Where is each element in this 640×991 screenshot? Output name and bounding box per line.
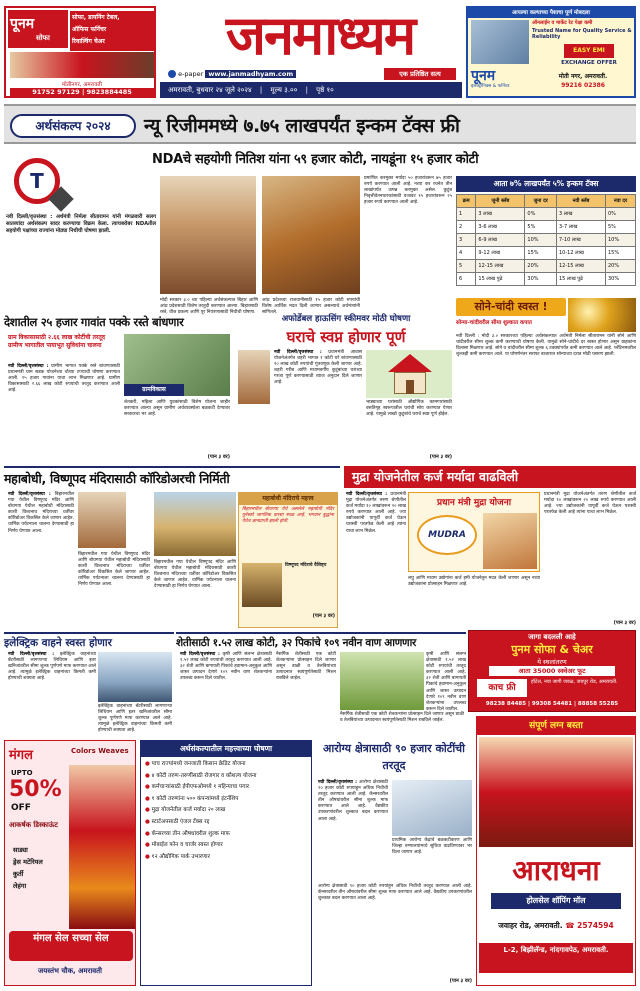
table-cell: 4 [457, 247, 476, 260]
ad-right-offer: EASY EMI [564, 44, 614, 58]
website-link[interactable]: www.janmadhyam.com [205, 70, 296, 78]
agri-headline: शेतीसाठी १.५२ लाख कोटी, ३२ पिकांचे १०९ नवीन वाण आणणार [176, 632, 466, 650]
mudra-logo [417, 515, 477, 555]
table-row [457, 208, 636, 221]
dateline-pages: पृष्ठे १० [316, 86, 334, 94]
mudra-logo-text: MUDRA [428, 530, 466, 540]
table-row [457, 273, 636, 286]
house-illustration [366, 350, 452, 398]
ad-mangal-offer: आकर्षक डिस्काऊंट [9, 821, 58, 829]
table-cell: 5 [457, 260, 476, 273]
gold-headline: सोने-चांदी स्वस्त ! [456, 298, 566, 316]
housing-continue[interactable]: (पान ३ वर) [429, 454, 452, 460]
nda-col-3: आंध्र प्रदेशच्या राजधानीसाठी १५ हजार कोटी रुपयांची विशेष आर्थिक मदत दिली जाणार असल्याचे अर्थमंत्र्यांनी सांगितले. [262, 298, 360, 316]
housing-body: नवी दिल्ली/वृत्तसंस्था : प्रधानमंत्री आवास योजनेअंतर्गत शहरी भागात १ कोटी घरे बांधण्यासाठी १० लाख कोटी रुपयांची गुंतवणूक केली जाणार आहे. शहरी गरीब आणि मध्यमवर्गीय कुटुंबांच्या घरांच्या गरजा पूर्ण करण्यासाठी व्याज अनुदान दिले जाणार आहे. [274, 350, 363, 386]
tax-table-th: नवा दर [605, 195, 635, 208]
table-cell: 3-7 लाख [556, 221, 605, 234]
ev-headline: इलेक्ट्रिक वाहने स्वस्त होणार [4, 632, 174, 650]
nda-lead-text: नवी दिल्ली/वृत्तसंस्था : अर्थमंत्री निर्मला सीतारामन यांनी मंगळवारी सलग सातव्यांदा अर्थसंकल्प सादर करण्याचा विक्रम केला. त्याचबरोबर NDAतील सहयोगी पक्षांच्या राज्यांना मोठ्या निधीची घोषणा झाली. [6, 214, 156, 234]
ad-left-poonam-sofa[interactable] [4, 6, 156, 98]
health-body: नवी दिल्ली/वृत्तसंस्था : आरोग्य क्षेत्रासाठी ९० हजार कोटी रुपयांहून अधिक निधीची तरतूद करण्यात आली आहे. कॅन्सरवरील तीन औषधांवरील सीमा शुल्क माफ करण्यात आले आहे. वैद्यकीय उपकरणांवरील शुल्कात बदल करण्यात आला आहे. [318, 780, 388, 822]
health-body-3: आरोग्य क्षेत्रासाठी ९० हजार कोटी रुपयांहून अधिक निधीची तरतूद करण्यात आली आहे. कॅन्सरवरील तीन औषधांवरील सीमा शुल्क माफ करण्यात आले आहे. वैद्यकीय उपकरणांवरील शुल्कात बदल करण्यात आला आहे. [318, 884, 472, 902]
tractor-photo [340, 652, 424, 710]
ad-aradhana-couple-photo [479, 737, 633, 847]
budget-headline: न्यू रिजीममध्ये ७.७५ लाखपर्यंत इन्कम टॅक्स फ्री [144, 115, 460, 137]
list-item: ● स्टार्टअपसाठी एंजल टॅक्स रद्द [145, 818, 210, 825]
dateline-price: मूल्य ३.०० [270, 86, 298, 94]
ad-right-phone: 99216 02386 [561, 82, 605, 89]
ad-aradhana-top: संपूर्ण लग्न बस्ता [477, 717, 635, 735]
temple-box-body: बिहारमधील बोधगया येथे असलेले महाबोधी मंदिर युनेस्को जागतिक वारसा स्थळ आहे. भगवान बुद्धांना येथेच ज्ञानप्राप्ती झाली होती. [242, 507, 334, 525]
list-item: ● ४ कोटी तरुण-तरुणींसाठी रोजगार व कौशल्य योजना [145, 772, 257, 779]
table-cell: 5% [605, 221, 635, 234]
table-cell: 10-12 लाख [556, 247, 605, 260]
gold-section [456, 298, 636, 462]
agri-body-2: नैसर्गिक शेतीसाठी एक कोटी शेतकऱ्यांना प्रोत्साहन दिले जाणार असून डाळी व तेलबियांच्या उत्पादनात स्वयंपूर्णतेसाठी मिशन राबविले जाईल. [276, 652, 336, 682]
ad-mangal-address: जयस्तंभ चौक, अमरावती [38, 967, 102, 975]
budget-label: अर्थसंकल्प २०२४ [10, 114, 136, 138]
tax-table-header [457, 195, 636, 208]
table-cell: 15% [525, 247, 557, 260]
list-item: ● पाच राज्यांमध्ये जनजाती किसान क्रेडिट योजना [145, 761, 246, 767]
ad-mangal-brand2: Colors Weaves [71, 747, 129, 755]
tax-table-title: आता ७% लाखपर्यंत ५% इन्कम टॅक्स [456, 176, 636, 192]
roads-photo [124, 334, 230, 396]
ad-mangal-brand: मंगल [9, 748, 33, 763]
ev-body: नवी दिल्ली/वृत्तसंस्था : इलेक्ट्रिक वाहनांच्या बॅटरीसाठी लागणाऱ्या लिथियम आणि इतर खनिजांवरील सीमा शुल्क पूर्णपणे माफ करण्यात आले आहे. त्यामुळे इलेक्ट्रिक वाहनांच्या किमती कमी होण्याची शक्यता आहे. [8, 652, 96, 682]
nda-col-4: प्रमाणित करमुक्त मर्यादा ५० हजारांवरून ७५ हजार रुपये करण्यात आली आहे. नव्या कर रचनेत तीन लाखांपर्यंत उत्पन्न करमुक्त असेल. कुटुंब निवृत्तीवेतनधारकांसाठी वजावट १५ हजारांवरून २५ हजार रुपये करण्यात आली आहे. [364, 176, 452, 206]
roads-body: नवी दिल्ली/वृत्तसंस्था : ग्रामीण भागात पक्के रस्ते बांधण्यासाठी प्रधानमंत्री ग्राम सडक योजनेच्या चौथ्या टप्प्याची घोषणा करण्यात आली. २५ हजार गावांना याचा लाभ मिळणार आहे. ग्रामीण विकासासाठी २.६६ लाख कोटी रुपयांची तरतूद करण्यात आली आहे. [8, 364, 120, 394]
ad-right-brand: पूनम [471, 68, 496, 84]
masthead-tagline: एक प्रतिष्ठित सत्य [384, 68, 456, 80]
table-row [457, 247, 636, 260]
ev-car-photo [98, 652, 172, 702]
table-row [457, 260, 636, 273]
highlights-title: अर्थसंकल्पातील महत्त्वाच्या घोषणा [141, 741, 311, 757]
ad-left-address: मोतीनगर, अमरावती [62, 82, 102, 88]
mudra-body-3: प्रधानमंत्री मुद्रा योजनेअंतर्गत तरुण श्रेणीतील कर्ज मर्यादा १० लाखांवरून २० लाख रुपये करण्यात आली आहे. ज्या उद्योजकांनी यापूर्वी कर्ज घेऊन यशस्वी परतफेड केली आहे त्यांना याचा लाभ मिळेल. [544, 492, 636, 516]
ad-right-exchange: EXCHANGE OFFER [561, 60, 617, 66]
tax-table-th: नवी स्लॅब [556, 195, 605, 208]
ad-right-brand-sub: इलेक्ट्रॉनिक्स & फर्निचर [471, 84, 510, 89]
ad-mangal-discount: 50% [9, 777, 62, 802]
ad-sofa-phone: 98238 84485 | 99308 54481 | 88858 55285 [485, 701, 619, 707]
mudra-person-photo [483, 513, 537, 569]
table-cell: 6-9 लाख [476, 234, 525, 247]
health-photo [392, 780, 472, 836]
ad-sofa-line3: ये स्थलांतरण [537, 658, 567, 666]
mudra-banner-title: प्रधान मंत्री मुद्रा योजना [436, 498, 512, 508]
mudra-headline: मुद्रा योजनेतील कर्ज मर्यादा वाढविली [344, 466, 636, 488]
table-cell: 3 [457, 234, 476, 247]
tax-table [456, 194, 636, 286]
list-item: ● मोबाईल फोन व चार्जर स्वस्त होणार [145, 842, 223, 849]
ad-left-brand: पूनम [10, 16, 35, 32]
ad-right-appliances-image [471, 20, 529, 64]
highlights-box [140, 740, 312, 986]
temple-box [238, 492, 338, 628]
table-cell: 6 [457, 273, 476, 286]
list-item: ● कर्मचाऱ्यांसाठी ईपीएफओमध्ये १ महिन्याचा पगार [145, 784, 250, 791]
table-cell: 2 [457, 221, 476, 234]
epaper-label [168, 68, 378, 80]
nda-headline: NDAचे सहयोगी नितिश यांना ५९ हजार कोटी, नायडूंना १५ हजार कोटी [152, 152, 479, 167]
table-cell: 15% [605, 247, 635, 260]
tax-table-th: क्रम [457, 195, 476, 208]
phone-icon: ☎ [565, 921, 575, 930]
list-item: ● १२ औद्योगिक पार्क उभारणार [145, 853, 210, 860]
table-row [457, 221, 636, 234]
ad-mangal-item-2: ड्रेस मटेरियल [13, 858, 43, 866]
table-row [457, 234, 636, 247]
ad-sofa-line2: पुनम सोफा & चेअर [511, 643, 593, 656]
housing-nirmala-photo [238, 350, 270, 404]
nda-col-2: मोदी सरकार ३.० च्या पहिल्या अर्थसंकल्पात बिहार आणि आंध्र प्रदेशसाठी विशेष तरतुदी करण्यात आल्या. बिहारसाठी रस्ते, वीज प्रकल्प आणि पूर नियंत्रणासाठी निधीची घोषणा. [160, 298, 258, 316]
ad-left-brand-sub: सोफा [36, 34, 50, 42]
table-cell: 0% [605, 208, 635, 221]
table-cell: 12-15 लाख [556, 260, 605, 273]
roads-sub: ग्राम विकासासाठी २.६६ लाख कोटींची तरतूद ग्रामीण भागातील पायाभूत सुविधांना चालना [8, 334, 106, 349]
ad-aradhana[interactable] [476, 716, 636, 986]
tax-table-th: जुनी स्लॅब [476, 195, 525, 208]
temple-col-3: बिहारमधील गया येथील विष्णूपद मंदिर आणि बोधगया येथील महाबोधी मंदिरासाठी काशी विश्वनाथ मंदिराच्या धर्तीवर कॉरिडोअर विकसित केले जाणार आहेत. धार्मिक पर्यटनाला चालना देण्यासाठी हा निर्णय घेण्यात आला. [154, 560, 236, 590]
highlights-list [145, 761, 307, 983]
agri-body-3: नैसर्गिक शेतीसाठी एक कोटी शेतकऱ्यांना प्रोत्साहन दिले जाणार असून डाळी व तेलबियांच्या उत्पादनात स्वयंपूर्णतेसाठी मिशन राबविले जाईल. [340, 712, 464, 724]
mudra-banner [408, 492, 540, 572]
roads-headline: देशातील २५ हजार गावांत पक्के रस्ते बांधणार [4, 315, 184, 329]
temple-continue[interactable]: (पान ३ वर) [312, 613, 335, 619]
mudra-continue[interactable]: (पान ३ वर) [613, 620, 636, 626]
ad-left-sofa-image [10, 52, 154, 78]
tax-key-icon: T [14, 158, 60, 204]
table-cell: 0% [525, 208, 557, 221]
masthead-title: जनमाध्यम [225, 3, 415, 67]
ad-right-sub2: Trusted Name for Quality Service & Reliability [532, 28, 632, 40]
ad-right-sub1: ऑनलाईन व मार्केट रेट पेक्षा कमी [532, 20, 593, 26]
table-cell: 12-15 लाख [476, 260, 525, 273]
housing-label: अफोर्डेबल हाऊसिंग स्कीमवर मोठी घोषणा [281, 314, 411, 324]
ad-right-headline: आपल्या कल्याच्या पैशाचा पूर्ण मोबदला [468, 8, 634, 18]
temple-body: नवी दिल्ली/वृत्तसंस्था : बिहारमधील गया येथील विष्णूपद मंदिर आणि बोधगया येथील महाबोधी मंदिरासाठी काशी विश्वनाथ मंदिराच्या धर्तीवर कॉरिडोअर विकसित केले जाणार आहेत. धार्मिक पर्यटनाला चालना देण्यासाठी हा निर्णय घेण्यात आला. [8, 492, 74, 534]
epaper-prefix: e-paper [178, 70, 204, 78]
table-cell: 30% [605, 273, 635, 286]
ad-right-address: मोती नगर, अमरावती. [558, 73, 608, 80]
gold-body: नवी दिल्ली : मोदी ३.० सरकारच्या पहिल्या अर्थसंकल्पात अर्थमंत्री निर्मला सीतारामन यांनी सोने आणि चांदीवरील सीमा शुल्क कमी करण्याची घोषणा केली. यामुळे सोने-चांदीचे दर स्वस्त होणार असून ग्राहकांना दिलासा मिळणार आहे. सोने व चांदीवरील सीमा शुल्क ६ टक्क्यांपर्यंत कमी करण्यात आले आहे. प्लॅटिनमवरील शुल्कही कमी करण्यात आले. या घोषणेनंतर सराफा बाजारात सोन्याच्या दरात मोठी घसरण झाली. [456, 334, 636, 358]
ad-mangal-off: OFF [11, 803, 31, 813]
ad-left-phone: 91752 97129 | 9823884485 [10, 88, 154, 96]
health-headline: आरोग्य क्षेत्रासाठी ९० हजार कोटींची तरतूद [322, 742, 466, 772]
temple-headline: महाबोधी, विष्णूपद मंदिरासाठी कॉरिडोअरची निर्मिती [4, 466, 340, 488]
ad-mangal-sale-badge: मंगल सेल सच्चा सेल [9, 931, 133, 961]
mudra-body: नवी दिल्ली/वृत्तसंस्था : प्रधानमंत्री मुद्रा योजनेअंतर्गत तरुण श्रेणीतील कर्ज मर्यादा १० लाखांवरून २० लाख रुपये करण्यात आली आहे. ज्या उद्योजकांनी यापूर्वी कर्ज घेऊन यशस्वी परतफेड केली आहे त्यांना याचा लाभ मिळेल. [346, 492, 407, 534]
table-cell: 5% [525, 221, 557, 234]
temple-body-cont: बिहारमधील गया येथील विष्णूपद मंदिर आणि बोधगया येथील महाबोधी मंदिरासाठी काशी विश्वनाथ मंदिराच्या धर्तीवर कॉरिडोअर विकसित केले जाणार आहेत. धार्मिक पर्यटनाला चालना देण्यासाठी हा निर्णय घेण्यात आला. [78, 552, 150, 588]
table-cell: 10% [605, 234, 635, 247]
gold-sub: सोन्या-चांदीवरील सीमा शुल्कात कपात [456, 320, 532, 326]
ad-aradhana-sub: होलसेल शॉपिंग मॉल [491, 893, 621, 909]
temple-nirmala-photo [78, 492, 126, 548]
health-continue[interactable]: (पान ३ वर) [449, 978, 472, 984]
ad-left-line-2: ऑफिस फर्निचर [72, 26, 107, 33]
nirmala-sitharaman-photo [160, 176, 256, 294]
table-cell: 10% [525, 234, 557, 247]
ad-mangal-item-4: लेहंगा [13, 882, 27, 890]
ad-aradhana-address [477, 921, 635, 931]
table-cell: 3 लाख [556, 208, 605, 221]
table-cell: 30% [525, 273, 557, 286]
ad-aradhana-brand: आराधना [512, 854, 600, 887]
ad-right-poonam-electronics[interactable] [466, 6, 636, 98]
table-cell: 1 [457, 208, 476, 221]
temple-box-photo [242, 563, 282, 607]
ad-mangal-sale[interactable] [4, 740, 136, 986]
ad-aradhana-phone: 2574594 [577, 921, 614, 930]
ad-left-line-3: रिवाल्विंग चेअर [72, 38, 105, 45]
tax-table-th: जुना दर [525, 195, 557, 208]
table-cell: 15 लाख पुढे [556, 273, 605, 286]
table-cell: 3 लाख [476, 208, 525, 221]
list-item: ● मुद्रा योजनेतील कर्ज मर्यादा २० लाख [145, 807, 226, 814]
dateline-city: अमरावती, बुधवार २४ जूले २०२४ [168, 86, 252, 94]
agri-body: नवी दिल्ली/वृत्तसंस्था : कृषी आणि संलग्न क्षेत्रासाठी १.५२ लाख कोटी रुपयांची तरतूद करण्यात आली आहे. ३२ शेती आणि बागायती पिकांचे हवामान-अनुकूल आणि जास्त उत्पादन देणारे १०९ नवीन वाण शेतकऱ्यांना उपलब्ध करून दिले जातील. [180, 652, 272, 682]
ad-mangal-model-photo [69, 765, 135, 929]
mudra-body-2: लघु आणि मध्यम उद्योगांना कर्ज हमी योजनेतून मदत केली जाणार असून नव्या उद्योजकांना प्रोत्साहन मिळणार आहे. [408, 576, 540, 588]
ad-aradhana-branch: L-2, बिझीलॅन्ड, नांदगावपेठ, अमरावती. [479, 943, 633, 973]
ad-mangal-item-3: कुर्ती [13, 870, 24, 878]
table-cell: 20% [525, 260, 557, 273]
dateline-bar: अमरावती, बुधवार २४ जूले २०२४ | मूल्य ३.०० | पृष्ठे १० [160, 82, 462, 98]
table-cell: 15 लाख पुढे [476, 273, 525, 286]
temple-box-title: महाबोधी मंदिराचे महत्त्व [239, 493, 337, 505]
roads-continue[interactable]: (पान ३ वर) [207, 454, 230, 460]
table-cell: 3-6 लाख [476, 221, 525, 234]
roads-photo-caption: ग्रामविकास [124, 384, 184, 396]
ad-aradhana-address-text: जवाहर रोड, अमरावती. [498, 921, 563, 930]
table-cell: 7-10 लाख [556, 234, 605, 247]
ad-left-line-1: सोफा, डायनिंग टेबल, [72, 14, 120, 21]
ad-mangal-upto: UPTO [11, 769, 33, 777]
mahabodhi-temple-photo [154, 492, 236, 556]
budget-banner [4, 104, 636, 144]
ad-sofa-line1: जागा बदलली आहे [528, 633, 576, 641]
ad-sofa-brand: काच फ्री [477, 679, 527, 697]
table-cell: 20% [605, 260, 635, 273]
table-cell: 9-12 लाख [476, 247, 525, 260]
tax-clipart [8, 150, 70, 212]
housing-body-2: भाड्याच्या घरांसाठी औद्योगिक कामगारांसाठी वसतिगृह स्वरूपातील घरांची सोय करण्यात येणार आहे. यामुळे लाखो कुटुंबांचे घराचे स्वप्न पूर्ण होईल. [366, 400, 452, 418]
roads-body-2: शेतकरी, महिला आणि युवकांसाठी विशेष योजना जाहीर करण्यात आल्या असून ग्रामीण अर्थव्यवस्थेला बळकटी देण्यावर सरकारचा भर आहे. [124, 400, 230, 418]
ad-mangal-item-1: साड्या [13, 846, 28, 854]
health-body-2: प्राथमिक आरोग्य केंद्रांचे बळकटीकरण आणि जिल्हा रुग्णालयांमध्ये सुविधा वाढविण्यावर भर दिला जाणार आहे. [392, 838, 472, 856]
budget-photo [262, 176, 360, 294]
ad-poonam-sofa-chair[interactable] [468, 630, 636, 712]
list-item: ● कॅन्सरच्या तीन औषधांवरील शुल्क माफ [145, 830, 230, 837]
housing-headline: घराचे स्वप्न होणार पूर्ण [286, 328, 406, 346]
tax-table-panel [456, 176, 636, 294]
list-item: ● १ कोटी तरुणांना ५०० कंपन्यांमध्ये इंटर्नशिप [145, 795, 239, 802]
agri-body-4: कृषी आणि संलग्न क्षेत्रासाठी १.५२ लाख कोटी रुपयांची तरतूद करण्यात आली आहे. ३२ शेती आणि बागायती पिकांचे हवामान-अनुकूल आणि जास्त उत्पादन देणारे १०९ नवीन वाण शेतकऱ्यांना उपलब्ध करून दिले जातील. [426, 652, 466, 712]
ad-sofa-line4: आता 35000 स्क्वेअर फूट [489, 666, 615, 676]
ad-sofa-address: हॉटेल, नवा जागी जवळ, जयपुर रोड, अमरावती. [531, 679, 618, 685]
temple-box-person: विष्णूपद मंदिराचे वैशिष्ट्य [285, 563, 327, 568]
ev-body-2: इलेक्ट्रिक वाहनांच्या बॅटरीसाठी लागणाऱ्या लिथियम आणि इतर खनिजांवरील सीमा शुल्क पूर्णपणे माफ करण्यात आले आहे. त्यामुळे इलेक्ट्रिक वाहनांच्या किमती कमी होण्याची शक्यता आहे. [98, 704, 172, 734]
gold-coins-image [568, 298, 636, 332]
